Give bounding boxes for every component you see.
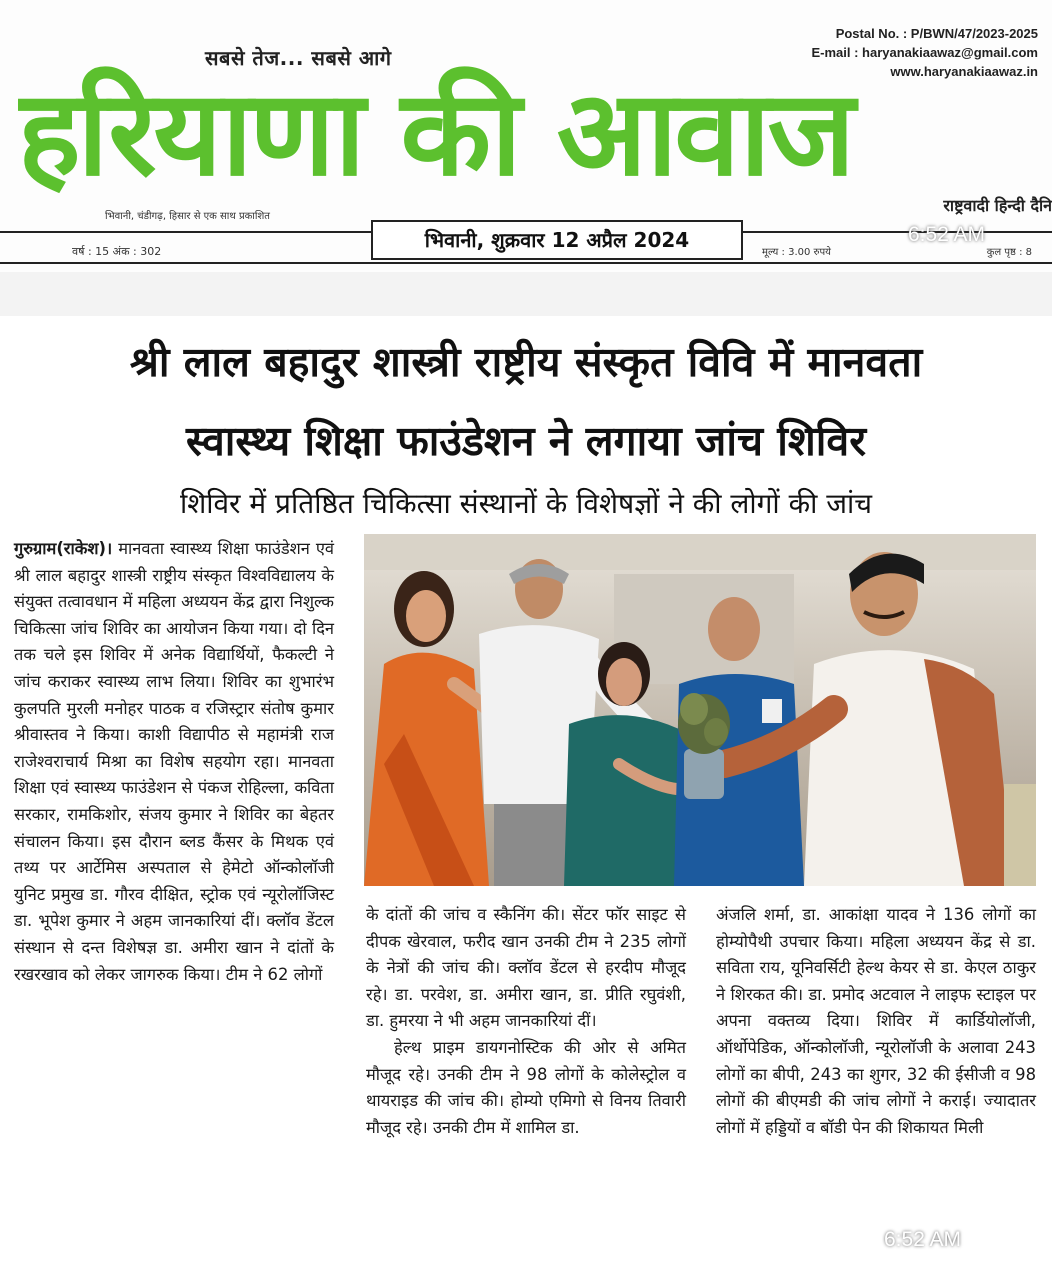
- issue-dateline: भिवानी, शुक्रवार 12 अप्रैल 2024: [371, 220, 743, 260]
- masthead: [0, 0, 1052, 272]
- article-column-1: [14, 536, 334, 988]
- timestamp-overlay-top: 6:52 AM: [908, 223, 986, 246]
- masthead-national-tag: राष्ट्रवादी हिन्दी दैनि: [943, 196, 1052, 215]
- volume-issue: वर्ष : 15 अंक : 302: [72, 245, 162, 258]
- article-column-2: [366, 902, 686, 1141]
- website-address: www.haryanakiaawaz.in: [890, 64, 1038, 79]
- article-dateline: गुरुग्राम(राकेश)।: [14, 539, 113, 558]
- page-divider-strip: [0, 272, 1052, 316]
- article-column-3: [716, 902, 1036, 1141]
- masthead-rule-bottom: [0, 262, 1052, 264]
- masthead-tagline: सबसे तेज... सबसे आगे: [205, 46, 392, 70]
- total-pages: कुल पृष्ठ : 8: [986, 247, 1032, 258]
- masthead-contact-block: [811, 24, 1038, 81]
- article-column-2-paragraph-1: के दांतों की जांच व स्कैनिंग की। सेंटर फॉर साइट से दीपक खेरवाल, फरीद खान उनकी टीम ने 235 लोगों के नेत्रों की जांच की। क्लॉव डेंटल से हरदीप मौजूद रहे। डा. परवेश, डा. अमीरा खान, डा. प्रीति रघुवंशी, डा. हुमरया ने भी अहम जानकारियां दीं।: [366, 905, 686, 1031]
- article-photo: [364, 534, 1036, 886]
- email-address: E-mail : haryanakiaawaz@gmail.com: [811, 45, 1038, 60]
- postal-number: Postal No. : P/BWN/47/2023-2025: [835, 26, 1038, 41]
- article-column-2-paragraph-2: हेल्थ प्राइम डायगनोस्टिक की ओर से अमित मौजूद रहे। उनकी टीम ने 98 लोगों के कोलेस्ट्रोल व थायराइड की जांच की। होम्यो एमिगो से विनय तिवारी मौजूद रहे। उनकी टीम में शामिल डा.: [366, 1037, 686, 1137]
- article-subheadline: शिविर में प्रतिष्ठित चिकित्सा संस्थानों के विशेषज्ञों ने की लोगों की जांच: [179, 487, 873, 520]
- issue-price: मूल्य : 3.00 रुपये: [762, 247, 831, 258]
- newspaper-logo-title: हरियाणा की आवाज: [18, 64, 853, 202]
- publication-cities: भिवानी, चंडीगढ़, हिसार से एक साथ प्रकाशित: [105, 211, 270, 222]
- timestamp-overlay-bottom: 6:52 AM: [884, 1228, 962, 1251]
- article-column-1-text: मानवता स्वास्थ्य शिक्षा फाउंडेशन एवं श्री लाल बहादुर शास्त्री राष्ट्रीय संस्कृत विश्वविद्यालय के संयुक्त तत्वावधान में महिला अध्ययन केंद्र द्वारा निशुल्क चिकित्सा जांच शिविर का आयोजन किया गया। दो दिन तक चले इस शिविर में अनेक विद्यार्थियों, फैकल्टी ने जांच कराकर स्वास्थ्य लाभ लिया। शिविर का शुभारंभ कुलपति मुरली मनोहर पाठक व रजिस्ट्रार संतोष कुमार श्रीवास्तव ने किया। काशी विद्यापीठ से महामंत्री राज राजेश्वराचार्य मिश्रा का विशेष सहयोग रहा। मानवता शिक्षा एवं स्वास्थ्य फाउंडेशन से पंकज रोहिल्ला, कविता सरकार, रामकिशोर, संजय कुमार ने शिविर का बेहतर संचालन किया। इस दौरान ब्लड कैंसर के मिथक एवं तथ्य पर आर्टेमिस अस्पताल से हेमेटो ऑन्कोलॉजी युनिट प्रमुख डा. गौरव दीक्षित, स्ट्रोक एवं न्यूरोलॉजिस्ट डा. भूपेश कुमार ने अहम जानकारियां दीं। क्लॉव डेंटल संस्थान से दन्त विशेषज्ञ डा. अमीरा खान ने दांतों के रखरखाव को लेकर जागरुक किया। टीम ने 62 लोगों: [14, 539, 334, 984]
- article-headline-line-2: स्वास्थ्य शिक्षा फाउंडेशन ने लगाया जांच शिविर: [186, 417, 866, 465]
- article-headline-line-1: श्री लाल बहादुर शास्त्री राष्ट्रीय संस्कृत विवि में मानवता: [129, 338, 923, 386]
- article-column-3-text: अंजलि शर्मा, डा. आकांक्षा यादव ने 136 लोगों का होम्योपैथी उपचार किया। महिला अध्ययन केंद्र से डा. सविता राय, यूनिवर्सिटी हेल्थ केयर से डा. केएल ठाकुर ने शिरकत की। डा. प्रमोद अटवाल ने लाइफ स्टाइल पर अपना वक्तव्य दिया। शिविर में कार्डियोलॉजी, ऑर्थोपेडिक, ऑन्कोलॉजी, न्यूरोलॉजी के अलावा 243 लोगों का बीपी, 243 का शुगर, 32 की ईसीजी व 98 लोगों की बीएमडी की जांच लोगों ने कराई। ज्यादातर लोगों में हड्डियों व बॉडी पेन की शिकायत मिली: [716, 905, 1036, 1137]
